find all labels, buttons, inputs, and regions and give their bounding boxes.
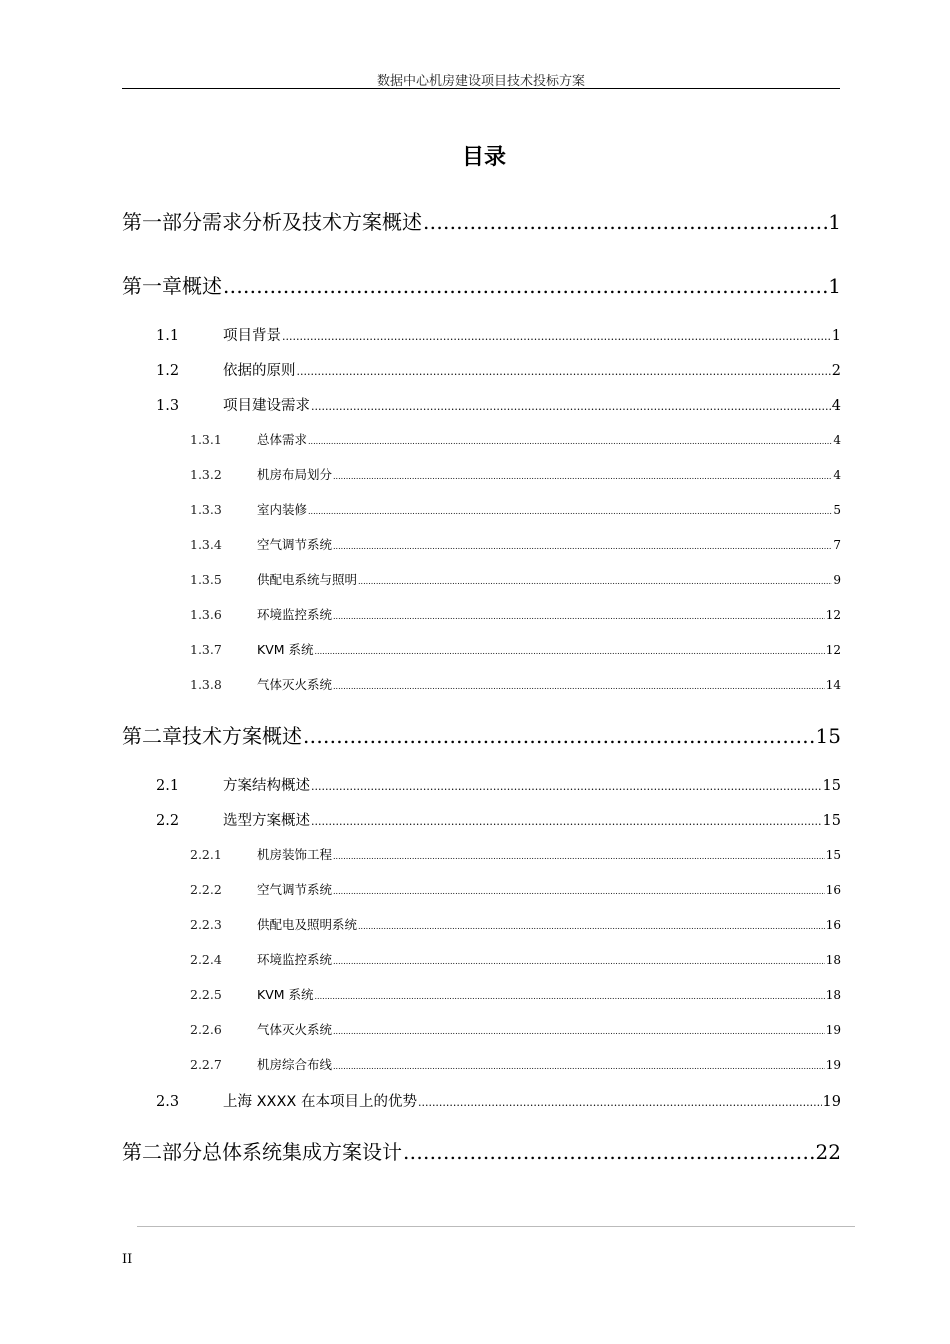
toc-entry-number: 1.3.4 [190,537,222,552]
toc-entry-number: 1.3.2 [190,467,222,482]
toc-entry-page: 18 [825,988,841,1002]
toc-entry-number: 2.2.3 [190,917,222,932]
toc-entry-text: 机房布局划分 [257,467,333,482]
toc-entry-text: 第二章技术方案概述 [122,724,302,748]
toc-entry-number: 2.2.1 [190,847,222,862]
toc-entry[interactable] [156,394,841,415]
toc-entry-text: 供配电及照明系统 [257,917,358,932]
toc-entry-text: KVM 系统 [257,642,314,657]
toc-entry[interactable] [190,465,841,483]
toc-entry-text: 空气调节系统 [257,537,333,552]
toc-title: 目录 [461,145,506,170]
toc-entry[interactable] [156,774,841,795]
toc-entry[interactable] [190,605,841,623]
toc-leader-dots [308,507,832,516]
toc-entry-text: 气体灭火系统 [257,1022,333,1037]
toc-entry-number: 1.1 [156,328,180,344]
toc-leader-dots [333,1027,825,1036]
toc-leader-dots [358,922,825,931]
toc-entry-number: 2.2.4 [190,952,222,967]
toc-entry[interactable] [122,1136,841,1165]
toc-entry-text: 总体需求 [257,432,308,447]
toc-leader-dots [333,542,832,551]
toc-leader-dots [311,780,822,793]
footer-rule [137,1226,855,1227]
toc-entry-page: 4 [833,433,841,447]
toc-entry-text: 第一部分需求分析及技术方案概述 [122,210,422,234]
toc-entry-text: KVM 系统 [257,987,314,1002]
toc-entry[interactable] [190,880,841,898]
toc-leader-dots [223,274,827,298]
toc-entry-text: 项目背景 [223,328,281,344]
toc-leader-dots [418,1096,822,1109]
toc-entry[interactable] [156,359,841,380]
toc-entry-number: 1.3.8 [190,677,222,692]
toc-entry[interactable] [190,845,841,863]
toc-entry-page: 16 [825,883,841,897]
toc-entry[interactable] [190,430,841,448]
toc-leader-dots [308,437,832,446]
toc-entry-number: 2.3 [156,1094,180,1110]
toc-entry-text: 第一章概述 [122,274,222,298]
toc-entry-page: 16 [825,918,841,932]
toc-entry-page: 12 [825,643,841,657]
toc-entry-page: 2 [831,363,841,379]
page-header: 数据中心机房建设项目技术投标方案 [376,74,585,89]
toc-entry-text: 第二部分总体系统集成方案设计 [122,1140,402,1164]
toc-entry[interactable] [190,985,841,1003]
toc-leader-dots [315,647,825,656]
toc-entry-text: 供配电系统与照明 [257,572,358,587]
toc-leader-dots [315,992,825,1001]
toc-leader-dots [358,577,832,586]
toc-entry[interactable] [190,535,841,553]
toc-leader-dots [403,1140,815,1164]
toc-leader-dots [297,365,831,378]
toc-leader-dots [311,815,822,828]
toc-entry-page: 1 [828,210,841,234]
toc-entry[interactable] [122,270,841,299]
toc-leader-dots [333,852,825,861]
toc-entry[interactable] [190,500,841,518]
toc-entry-page: 18 [825,953,841,967]
toc-leader-dots [333,957,825,966]
toc-entry-text: 室内装修 [257,502,308,517]
toc-entry-text: 选型方案概述 [223,813,310,829]
toc-entry-number: 1.3.1 [190,432,222,447]
toc-entry-page: 5 [833,503,841,517]
toc-entry-page: 4 [833,468,841,482]
toc-entry-page: 1 [828,274,841,298]
toc-entry-page: 15 [822,813,841,829]
toc-entry-page: 12 [825,608,841,622]
toc-entry-text: 依据的原则 [223,363,296,379]
toc-entry[interactable] [190,950,841,968]
toc-entry-page: 9 [833,573,841,587]
toc-leader-dots [333,1062,825,1071]
toc-entry[interactable] [190,1055,841,1073]
toc-leader-dots [311,400,831,413]
toc-entry[interactable] [156,809,841,830]
toc-entry[interactable] [156,1090,841,1111]
toc-entry-page: 15 [822,778,841,794]
toc-entry-text: 环境监控系统 [257,607,333,622]
toc-entry-text: 气体灭火系统 [257,677,333,692]
toc-entry[interactable] [190,915,841,933]
toc-entry-number: 2.2.2 [190,882,222,897]
toc-entry-number: 2.2.5 [190,987,222,1002]
toc-entry-page: 4 [831,398,841,414]
toc-leader-dots [423,210,827,234]
toc-entry[interactable] [190,570,841,588]
toc-entry-page: 22 [815,1140,841,1164]
toc-leader-dots [333,472,832,481]
toc-entry-page: 1 [831,328,841,344]
toc-entry-text: 机房综合布线 [257,1057,333,1072]
header-rule [122,88,840,89]
toc-entry-number: 1.3.7 [190,642,222,657]
toc-entry-page: 19 [825,1058,841,1072]
toc-entry-page: 19 [822,1094,841,1110]
toc-entry-number: 2.2.6 [190,1022,222,1037]
toc-entry-page: 7 [833,538,841,552]
toc-entry-page: 15 [825,848,841,862]
toc-entry[interactable] [156,324,841,345]
toc-leader-dots [282,330,831,343]
toc-leader-dots [333,887,825,896]
toc-entry[interactable] [190,1020,841,1038]
toc-entry-page: 19 [825,1023,841,1037]
toc-entry-number: 2.2.7 [190,1057,222,1072]
toc-entry-text: 机房装饰工程 [257,847,333,862]
toc-entry[interactable] [190,640,841,658]
toc-leader-dots [333,682,825,691]
toc-entry-number: 1.3.3 [190,502,222,517]
toc-entry-number: 1.3 [156,398,180,414]
toc-entry-text: 上海 XXXX 在本项目上的优势 [223,1094,417,1110]
toc-entry-number: 1.3.6 [190,607,222,622]
toc-leader-dots [333,612,825,621]
toc-entry-number: 2.2 [156,813,180,829]
toc-entry[interactable] [122,206,841,235]
toc-entry-number: 1.3.5 [190,572,222,587]
toc-entry-text: 环境监控系统 [257,952,333,967]
toc-entry-text: 项目建设需求 [223,398,310,414]
toc-entry[interactable] [122,720,841,749]
toc-entry-text: 空气调节系统 [257,882,333,897]
toc-entry-number: 2.1 [156,778,180,794]
toc-entry-text: 方案结构概述 [223,778,310,794]
toc-entry-number: 1.2 [156,363,180,379]
toc-entry[interactable] [190,675,841,693]
footer-page-number: II [122,1252,133,1267]
toc-leader-dots [303,724,815,748]
toc-entry-page: 14 [825,678,841,692]
toc-entry-page: 15 [815,724,841,748]
